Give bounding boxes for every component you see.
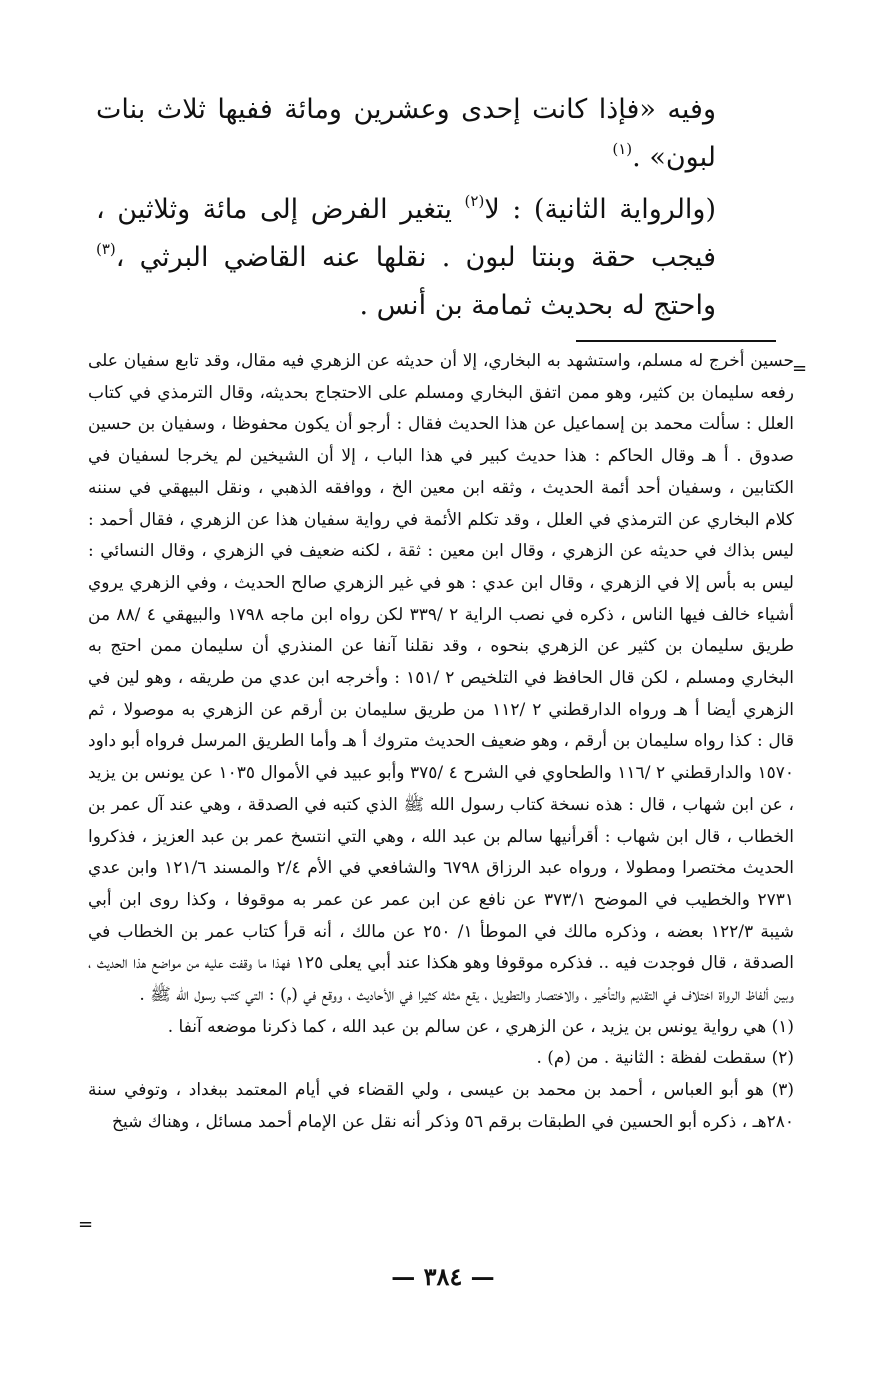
footnotes [88,346,794,1139]
main-paragraph-2-part-2: يتغير الفرض إلى مائة وثلاثين ، فيجب حقة وبنتا لبون . نقلها عنه القاضي البرثي ، [96,194,716,273]
footnote-ref-3: (٣) [96,240,116,258]
main-paragraph-2-part-3: واحتج له بحديث ثمامة بن أنس . [359,290,716,321]
footnote-3: (٣) هو أبو العباس ، أحمد بن محمد بن عيسى ، ولي القضاء في أيام المعتمد ببغداد ، وتوفي سنة ٢٨٠هـ ، ذكره أبو الحسين في الطبقات برقم ٥٦ وذكر أنه نقل عن الإمام أحمد مسائل ، وهناك شيخ [88,1080,794,1132]
continuation-mark-bottom: = [78,1214,94,1235]
footnote-ref-1: (١) [612,140,633,158]
main-paragraph-2 [96,186,716,330]
footnote-1: (١) هي رواية يونس بن يزيد ، عن الزهري ، عن سالم بن عبد الله ، كما ذكرنا موضعه آنفا . [167,1016,794,1037]
continuation-mark-top: = [792,358,808,379]
main-paragraph-1-text: وفيه «فإذا كانت إحدى وعشرين ومائة ففيها ثلاث بنات لبون» . [96,94,716,173]
page-number: — ٣٨٤ — [391,1262,495,1291]
footnote-continued: حسين أخرج له مسلم، واستشهد به البخاري، إلا أن حديثه عن الزهري فيه مقال، وقد تابع سفيان على رفعه سليمان بن كثير، وهو ممن اتفق البخاري ومسلم على الاحتجاج بحديثه، وقال الترمذي في كتاب العلل : سألت محمد بن إسماعيل عن هذا الحديث فقال : أرجو أن يكون محفوظا ، وسفيان بن حسين صدوق . أ هـ وقال الحاكم : هذا حديث كبير في هذا الباب ، إلا أن الشيخين لم يخرجا لسفيان في الكتابين ، وسفيان أحد أئمة الحديث ، وثقه ابن معين الخ ، ووافقه الذهبي ، ونقل البيهقي في سننه كلام البخاري عن الترمذي في العلل ، وقد تكلم الأئمة في رواية سفيان هذا عن الزهري ، فقال أحمد : ليس بذاك في حديثه عن الزهري ، وقال ابن معين : ثقة ، لكنه ضعيف في الزهري ، وقال النسائي : ليس به بأس إلا في الزهري ، وقال ابن عدي : هو في غير الزهري صالح الحديث ، وفي الزهري يروي أشياء خالف فيها الناس ، ذكره في نصب الراية ٢ /٣٣٩ لكن رواه ابن ماجه ١٧٩٨ والبيهقي ٤ /٨٨ من طريق سليمان بن كثير عن الزهري بنحوه ، وقد نقلنا آنفا عن المنذري أن سليمان ممن احتج به البخاري ومسلم ، لكن قال الحافظ في التلخيص ٢ /١٥١ : وأخرجه ابن عدي من طريقه ، وهو لين في الزهري أيضا أ هـ ورواه الدارقطني ٢ /١١٢ من طريق سليمان بن أرقم عن الزهري به موصولا ، ثم قال : كذا رواه سليمان بن أرقم ، وهو ضعيف الحديث متروك أ هـ وأما الطريق المرسل فرواه أبو داود ١٥٧٠ والدارقطني ٢ /١١٦ والطحاوي في الشرح ٤ /٣٧٥ وأبو عبيد في الأموال ١٠٣٥ عن يونس بن يزيد ، عن ابن شهاب ، قال : هذه نسخة كتاب رسول الله ﷺ الذي كتبه في الصدقة ، وهي عند آل عمر بن الخطاب ، قال ابن شهاب : أقرأنيها سالم بن عبد الله ، وهي التي انتسخ عمر بن عبد العزيز ، فذكروا الحديث مختصرا ومطولا ، ورواه عبد الرزاق ٦٧٩٨ والشافعي في الأم ٢/٤ والمسند ١٢١/٦ وابن عدي ٢٧٣١ والخطيب في الموضح ٣٧٣/١ عن نافع عن ابن عمر عن عمر به موقوفا ، وكذا روى ابن أبي شيبة ١٢٢/٣ بعضه ، وذكره مالك في الموطأ ١/ ٢٥٠ عن مالك ، أنه قرأ كتاب عمر بن الخطاب في الصدقة ، قال فوجدت فيه .. فذكره موقوفا وهو هكذا عند أبي يعلى ١٢٥ فهذا ما وقفت عليه من مواضع هذا الحديث ، وبين ألفاظ الرواة اختلاف في التقديم والتأخير ، والاختصار والتطويل ، يقع مثله كثيرا في الأحاديث ، ووقع في (م) : التي كتب رسول الله ﷺ . [88,351,795,1006]
main-paragraph-1 [96,86,716,182]
main-text [96,86,716,330]
footnote-2: (٢) سقطت لفظة : الثانية . من (م) . [536,1048,794,1069]
footnote-separator [576,340,776,342]
main-paragraph-2-part-1: (والرواية الثانية) : لا [484,194,716,225]
footnote-ref-2: (٢) [464,192,485,210]
